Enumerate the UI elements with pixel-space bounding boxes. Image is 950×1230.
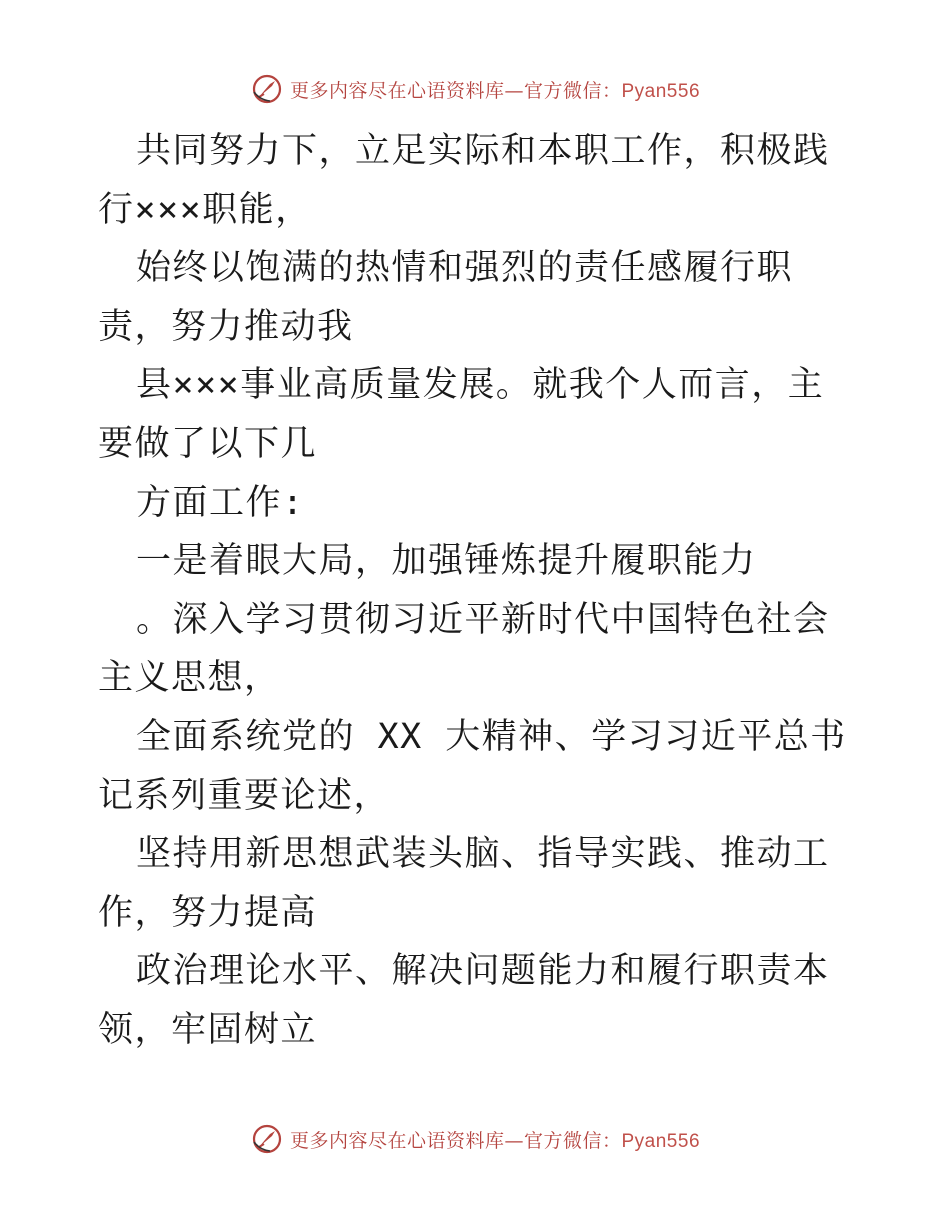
- watermark-account: Pyan556: [621, 80, 701, 102]
- paragraph: 政治理论水平、解决问题能力和履行职责本领，牢固树立: [98, 951, 830, 1050]
- watermark-text: 更多内容尽在心语资料库—官方微信：: [289, 79, 622, 102]
- paragraph: 。深入学习贯彻习近平新时代中国特色社会主义思想，: [98, 599, 830, 699]
- paragraph: 坚持用新思想武装头脑、指导实践、推动工作，努力提高: [98, 834, 830, 933]
- paragraph: 方面工作:: [136, 482, 305, 523]
- paragraph: 始终以饱满的热情和强烈的责任感履行职责，努力推动我: [98, 248, 794, 347]
- watermark-account: Pyan556: [621, 1130, 701, 1152]
- footer-watermark: [0, 1122, 950, 1156]
- paragraph: 共同努力下，立足实际和本职工作，积极践行×××职能，: [98, 131, 830, 230]
- watermark-text: 更多内容尽在心语资料库—官方微信：: [289, 1129, 622, 1152]
- document-body: [98, 122, 858, 1060]
- paragraph: 全面系统党的 XX 大精神、学习习近平总书记系列重要论述，: [98, 716, 847, 816]
- quill-pen-logo-icon: [250, 72, 284, 106]
- header-watermark: [0, 72, 950, 106]
- quill-pen-logo-icon: [250, 1122, 284, 1156]
- paragraph: 一是着眼大局，加强锤炼提升履职能力: [136, 541, 757, 582]
- paragraph: 县×××事业高质量发展。就我个人而言，主要做了以下几: [98, 365, 825, 464]
